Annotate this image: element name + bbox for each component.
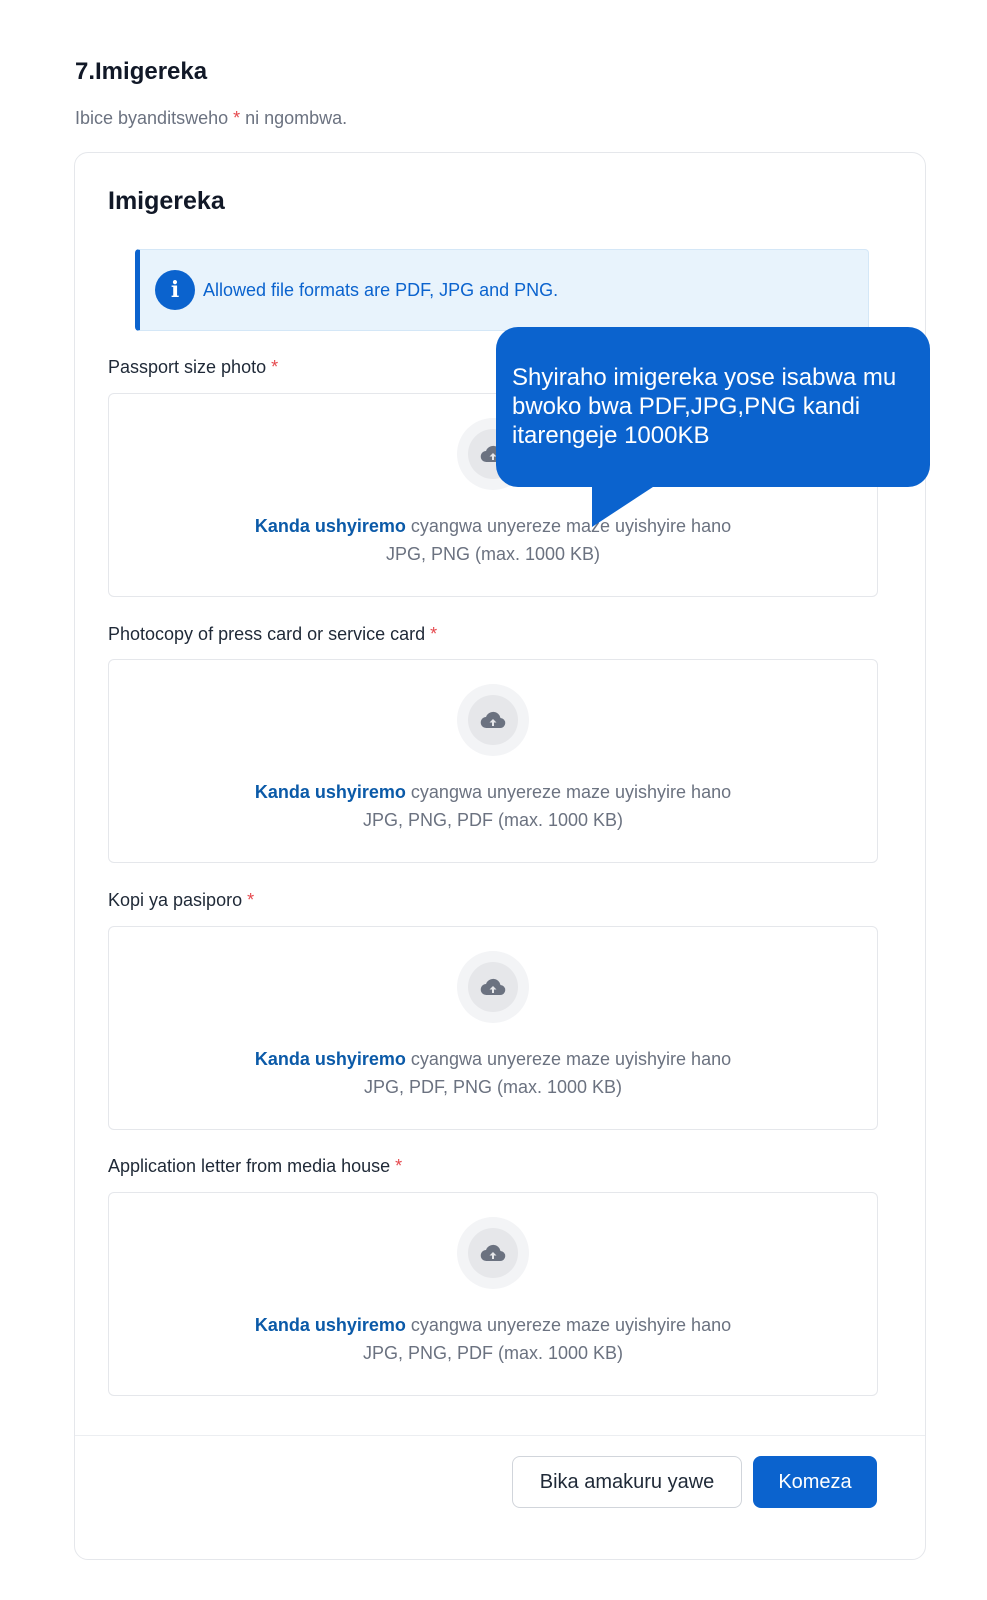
- dropzone-instruction-text: cyangwa unyereze maze uyishyire hano: [405, 1049, 732, 1069]
- dropzone-instruction-text: cyangwa unyereze maze uyishyire hano: [405, 1315, 732, 1335]
- cloud-upload-icon: [468, 1228, 518, 1278]
- info-icon: i: [155, 270, 195, 310]
- dropzone-formats: JPG, PNG, PDF (max. 1000 KB): [362, 1343, 624, 1363]
- browse-link[interactable]: Kanda ushyiremo: [254, 782, 406, 802]
- help-tooltip: [496, 327, 930, 487]
- dropzone-instruction: [109, 1049, 877, 1070]
- upload-icon-wrapper: [457, 684, 529, 756]
- info-alert: [135, 249, 869, 331]
- browse-link[interactable]: Kanda ushyiremo: [254, 1049, 406, 1069]
- browse-link[interactable]: Kanda ushyiremo: [254, 516, 406, 536]
- required-star: *: [271, 357, 279, 377]
- dropzone-application-letter[interactable]: [108, 1192, 878, 1396]
- dropzone-instruction-text: cyangwa unyereze maze uyishyire hano: [405, 782, 732, 802]
- cloud-upload-icon: [468, 695, 518, 745]
- field-label-text: Passport size photo: [108, 357, 267, 377]
- dropzone-instruction: [109, 1315, 877, 1336]
- dropzone-passport-copy[interactable]: [108, 926, 878, 1130]
- info-alert-text: Allowed file formats are PDF, JPG and PNG.: [203, 279, 559, 300]
- field-label-passport-photo: [108, 357, 278, 378]
- dropzone-instruction: [109, 782, 877, 803]
- dropzone-instruction-text: cyangwa unyereze maze uyishyire hano: [405, 516, 732, 536]
- tooltip-pointer: [592, 485, 656, 527]
- upload-icon-wrapper: [457, 1217, 529, 1289]
- cloud-upload-icon: [468, 962, 518, 1012]
- required-star: *: [395, 1156, 403, 1176]
- field-label-text: Application letter from media house: [108, 1156, 391, 1176]
- dropzone-formats: JPG, PDF, PNG (max. 1000 KB): [363, 1077, 623, 1097]
- dropzone-formats: JPG, PNG (max. 1000 KB): [385, 544, 601, 564]
- dropzone-instruction: [109, 516, 877, 537]
- browse-link[interactable]: Kanda ushyiremo: [254, 1315, 406, 1335]
- card-title: Imigereka: [108, 187, 225, 215]
- save-draft-button[interactable]: Bika amakuru yawe: [512, 1456, 742, 1508]
- required-star: *: [233, 108, 241, 128]
- required-note-text: Ibice byanditsweho: [75, 108, 234, 128]
- dropzone-formats: JPG, PNG, PDF (max. 1000 KB): [362, 810, 624, 830]
- field-label-passport-copy: [108, 890, 254, 911]
- continue-button[interactable]: Komeza: [753, 1456, 877, 1508]
- field-label-text: Kopi ya pasiporo: [108, 890, 243, 910]
- required-fields-note: [75, 108, 347, 129]
- field-label-text: Photocopy of press card or service card: [108, 624, 426, 644]
- field-label-press-card: [108, 624, 437, 645]
- field-label-application-letter: [108, 1156, 402, 1177]
- required-star: *: [430, 624, 438, 644]
- dropzone-press-card[interactable]: [108, 659, 878, 863]
- required-star: *: [247, 890, 255, 910]
- required-note-text-end: ni ngombwa.: [240, 108, 348, 128]
- tooltip-text: Shyiraho imigereka yose isabwa mu bwoko bwa PDF,JPG,PNG kandi itarengeje 1000KB: [512, 364, 897, 449]
- footer-divider: [75, 1435, 925, 1436]
- section-title: 7.Imigereka: [75, 58, 208, 85]
- upload-icon-wrapper: [457, 951, 529, 1023]
